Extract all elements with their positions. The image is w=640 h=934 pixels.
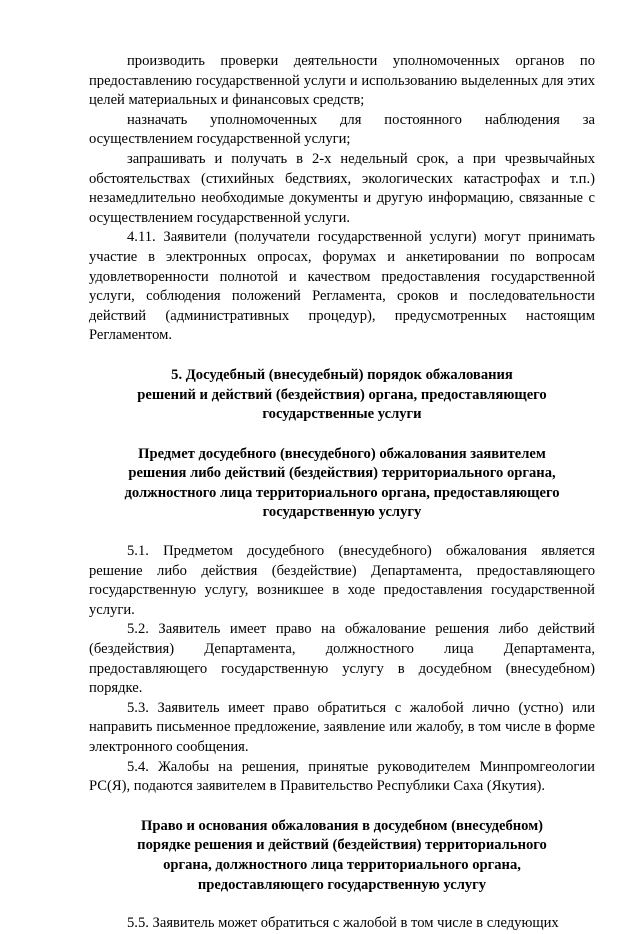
spacer	[89, 346, 595, 366]
heading-line: государственную услугу	[262, 504, 422, 521]
paragraph-5-2: 5.2. Заявитель имеет право на обжалование решения либо действий (бездействия) Департамента, должностного лица Департамента, предоставляющего государственную услугу в досудебном (внесудебном) порядке.	[89, 621, 595, 697]
rights-heading	[89, 817, 595, 895]
heading-line: органа, должностного лица территориального органа,	[163, 856, 521, 873]
heading-line: предоставляющего государственную услугу	[197, 876, 487, 893]
heading-line: должностного лица территориального органа, предоставляющего	[124, 484, 560, 501]
paragraph-appoint-observers: назначать уполномоченных для постоянного наблюдения за осуществлением государственной услуги;	[89, 111, 595, 148]
section-5-heading	[89, 366, 595, 425]
document-page	[89, 52, 595, 934]
spacer	[89, 895, 595, 914]
heading-line: 5. Досудебный (внесудебный) порядок обжалования	[171, 366, 513, 383]
heading-line: Право и основания обжалования в досудебном (внесудебном)	[141, 817, 543, 834]
heading-line: решения либо действий (бездействия) территориального органа,	[128, 465, 556, 482]
heading-line: государственные услуги	[262, 406, 422, 423]
paragraph-4-11: 4.11. Заявители (получатели государственной услуги) могут принимать участие в электронных опросах, форумах и анкетировании по вопросам удовлетворенности полнотой и качеством предоставления государственной услуги, соблюдения положений Регламента, сроков и последовательности действий (административных процедур), предусмотренных настоящим Регламентом.	[89, 229, 595, 344]
paragraph-request-documents: запрашивать и получать в 2-х недельный срок, а при чрезвычайных обстоятельствах (стихийных бедствиях, экологических катастрофах и т.п.) незамедлительно необходимые документы и другую информацию, связанные с осуществлением государственной услуги.	[89, 150, 595, 226]
heading-line: порядке решения и действий (бездействия) территориального	[137, 837, 547, 854]
heading-line: решений и действий (бездействия) органа, предоставляющего	[137, 386, 547, 403]
paragraph-5-4: 5.4. Жалобы на решения, принятые руководителем Минпромгеологии РС(Я), подаются заявителем в Правительство Республики Саха (Якутия).	[89, 758, 595, 795]
paragraph-5-1: 5.1. Предметом досудебного (внесудебного) обжалования является решение либо действия (бездействие) Департамента, предоставляющего государственную услугу, возникшее в ходе предоставления государственной услуги.	[89, 543, 595, 618]
spacer	[89, 425, 595, 445]
subject-heading	[89, 445, 595, 523]
spacer	[89, 797, 595, 817]
spacer	[89, 523, 595, 542]
heading-line: Предмет досудебного (внесудебного) обжалования заявителем	[138, 445, 546, 462]
paragraph-inspections: производить проверки деятельности уполномоченных органов по предоставлению государственной услуги и использованию выделенных для этих целей материальных и финансовых средств;	[89, 53, 595, 109]
paragraph-5-5: 5.5. Заявитель может обратиться с жалобой в том числе в следующих	[127, 915, 559, 932]
paragraph-5-3: 5.3. Заявитель имеет право обратиться с жалобой лично (устно) или направить письменное предложение, заявление или жалобу, в том числе в форме электронного сообщения.	[89, 699, 595, 755]
